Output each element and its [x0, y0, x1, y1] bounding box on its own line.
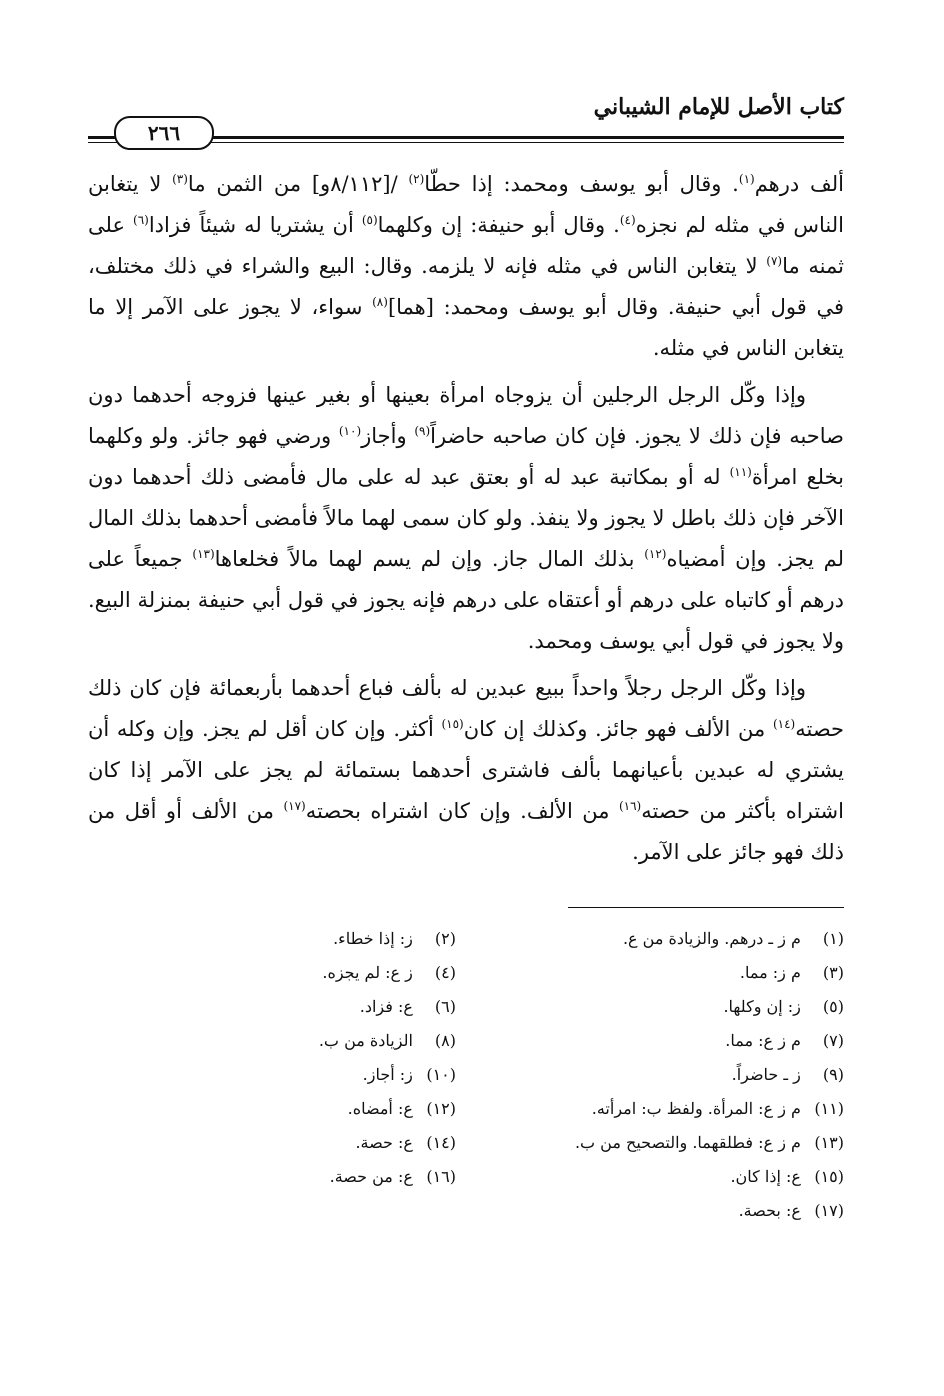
footnote-marker: (٣) — [172, 172, 188, 186]
text-run: . وقال أبو حنيفة: إن وكلهما — [377, 213, 620, 237]
text-run: لا يتغابن الناس في مثله لم نجزه — [88, 172, 844, 237]
footnote-number: (٣) — [822, 963, 844, 982]
book-page — [88, 88, 844, 1388]
footnote-text: م ز ـ درهم. والزيادة من ع. — [622, 929, 801, 948]
footnote-number: (٩) — [822, 1065, 844, 1084]
footnote-marker: (١٠) — [338, 424, 362, 438]
footnote-text: م ز ع: مما. — [725, 1031, 801, 1050]
footnote-marker: (٨) — [372, 295, 388, 309]
footnote — [88, 1160, 456, 1194]
footnote-text: م ز ع: المرأة. ولفظ ب: امرأته. — [591, 1099, 801, 1118]
footnote — [476, 1160, 844, 1194]
footnote-marker: (١٦) — [618, 799, 642, 813]
running-header — [88, 88, 844, 148]
footnote-number: (١٥) — [814, 1167, 844, 1186]
footnote-marker: (٢) — [408, 172, 425, 186]
footnote-number: (١) — [822, 929, 844, 948]
footnote-text: ع: أمضاه. — [347, 1099, 413, 1118]
footnote-marker: (١١) — [729, 465, 752, 479]
footnote — [88, 1024, 456, 1058]
footnote-number: (٨) — [434, 1031, 456, 1050]
text-run: بذلك المال جاز. وإن لم يسم لهما مالاً فخلعاها — [214, 547, 645, 571]
footnote-marker: (١٣) — [192, 547, 215, 561]
paragraph — [88, 164, 844, 369]
footnote-text: م ز: مما. — [739, 963, 801, 982]
footnotes — [88, 922, 844, 1228]
footnote-number: (١١) — [814, 1099, 844, 1118]
book-title: كتاب الأصل للإمام الشيباني — [593, 94, 844, 120]
footnote-marker: (١٥) — [441, 717, 464, 731]
page-number: ٢٦٦ — [114, 116, 214, 150]
footnote-number: (١٠) — [426, 1065, 456, 1084]
text-run: أن يشتريا له شيئاً فزادا — [148, 213, 362, 237]
footnote-number: (٤) — [434, 963, 456, 982]
text-run: وإذا وكّل الرجل رجلاً واحداً ببيع عبدين له بألف فباع أحدهما بأربعمائة فإن كان ذلك حصته — [88, 676, 845, 741]
footnote — [476, 990, 844, 1024]
footnote — [88, 1126, 456, 1160]
text-run: سواء، لا يجوز على الآمر إلا ما يتغابن الناس في مثله. — [88, 295, 844, 360]
footnote-marker: (١٢) — [644, 547, 667, 561]
footnote — [476, 922, 844, 956]
footnote — [88, 956, 456, 990]
text-run: أكثر. وإن كان أقل لم يجز. وإن وكله أن يشتري له عبدين بأعيانهما بألف فاشترى أحدهما بستمائة لم يجز على الآمر إذا كان اشتراه بأكثر من حصته — [88, 717, 844, 823]
footnote — [476, 1058, 844, 1092]
text-run: . وقال أبو يوسف ومحمد: إذا حطّا — [424, 172, 739, 196]
footnote-text: ز: إن وكلها. — [723, 997, 801, 1016]
footnote — [88, 1058, 456, 1092]
main-text — [88, 164, 844, 873]
footnote-marker: (٩) — [414, 424, 431, 438]
footnote — [88, 922, 456, 956]
text-run: وإذا وكّل الرجل الرجلين أن يزوجاه امرأة بعينها أو بغير عينها فزوجه أحدهما دون صاحبه فإن ذلك لا يجوز. فإن كان صاحبه حاضراً — [88, 383, 845, 448]
footnote — [476, 1126, 844, 1160]
footnote-text: ز ـ حاضراً. — [731, 1065, 801, 1084]
footnote — [476, 1194, 844, 1228]
footnote-marker: (١٧) — [283, 799, 306, 813]
footnote-number: (٦) — [434, 997, 456, 1016]
footnote-number: (١٧) — [814, 1201, 844, 1220]
footnote-marker: (٧) — [766, 254, 783, 268]
footnote — [476, 956, 844, 990]
footnote-text: ع: حصة. — [355, 1133, 413, 1152]
footnote-number: (٢) — [434, 929, 456, 948]
footnote-text: ع: فزاد. — [359, 997, 413, 1016]
footnote-text: ع: من حصة. — [329, 1167, 413, 1186]
footnote-text: ز: أجاز. — [362, 1065, 413, 1084]
text-run: /[٨/١١٢و] من الثمن ما — [187, 172, 409, 196]
footnote-number: (٧) — [822, 1031, 844, 1050]
text-run: جميعاً على درهم أو كاتباه على درهم أو أعتقاه على درهم فإنه يجوز في قول أبي حنيفة بمنزلة البيع. ولا يجوز في قول أبي يوسف ومحمد. — [88, 547, 844, 653]
footnote-number: (١٦) — [426, 1167, 456, 1186]
footnote-number: (١٣) — [814, 1133, 844, 1152]
footnote-text: ز ع: لم يجزه. — [322, 963, 413, 982]
footnote-number: (١٢) — [426, 1099, 456, 1118]
footnote-separator — [568, 907, 844, 908]
text-run: ألف درهم — [754, 172, 845, 196]
text-run: ورضي فهو جائز. ولو وكلهما بخلع امرأة — [88, 424, 844, 489]
footnote-marker: (٥) — [361, 213, 378, 227]
paragraph — [88, 375, 844, 662]
text-run: وأجاز — [361, 424, 415, 448]
footnote-text: ز: إذا خطاء. — [333, 929, 413, 948]
text-run: له أو بمكاتبة عبد له أو بعتق عبد له على مال فأمضى ذلك أحدهما دون الآخر فإن ذلك باطل لا يجوز ولا ينفذ. ولو كان سمى لهما مالاً فأمضى أحدهما بذلك المال لم يجز. وإن أمضياه — [88, 465, 844, 571]
footnote-marker: (٦) — [133, 213, 149, 227]
footnote — [476, 1092, 844, 1126]
text-run: من الألف فهو جائز. وكذلك إن كان — [463, 717, 773, 741]
footnote-text: ع: بحصة. — [738, 1201, 801, 1220]
footnote-text: الزيادة من ب. — [318, 1031, 413, 1050]
text-run: من الألف أو أقل من ذلك فهو جائز على الآمر. — [88, 799, 844, 864]
text-run: على ثمنه ما — [88, 213, 844, 278]
footnote-number: (٥) — [822, 997, 844, 1016]
footnote-text: ع: إذا كان. — [730, 1167, 801, 1186]
paragraph — [88, 668, 844, 873]
footnote-text: م ز ع: فطلقهما. والتصحيح من ب. — [574, 1133, 801, 1152]
text-run: لا يتغابن الناس في مثله فإنه لا يلزمه. وقال: البيع والشراء في ذلك مختلف، في قول أبي حنيفة. وقال أبو يوسف ومحمد: [هما] — [88, 254, 844, 319]
footnote-number: (١٤) — [426, 1133, 456, 1152]
text-run: من الألف. وإن كان اشتراه بحصته — [305, 799, 619, 823]
footnote-marker: (٤) — [619, 213, 636, 227]
footnote — [88, 1092, 456, 1126]
footnote-marker: (١) — [738, 172, 755, 186]
footnote — [476, 1024, 844, 1058]
footnote — [88, 990, 456, 1024]
footnote-marker: (١٤) — [772, 717, 796, 731]
